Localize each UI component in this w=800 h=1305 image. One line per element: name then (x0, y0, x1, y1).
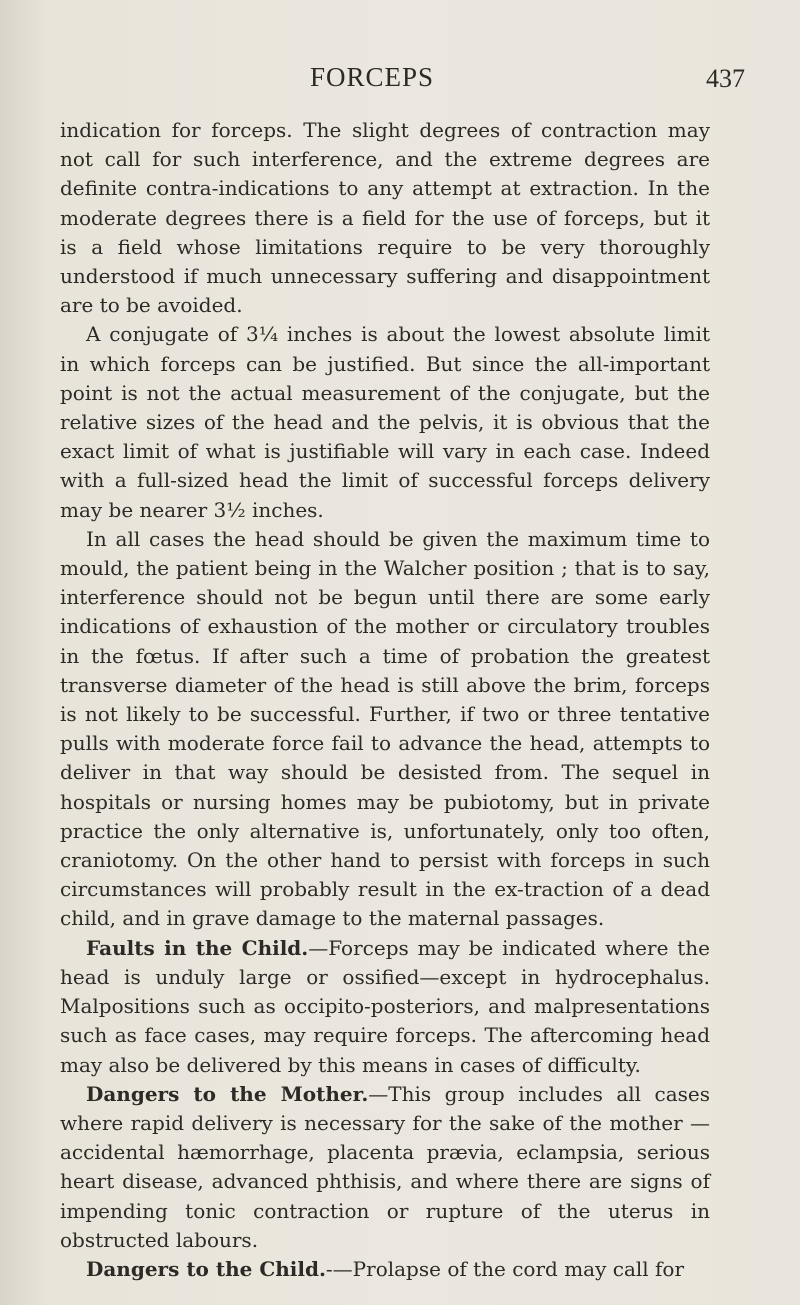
section-heading: Dangers to the Child. (86, 1256, 326, 1281)
running-head: FORCEPS (310, 62, 435, 92)
paragraph-text: —Forceps may be indicated where the head is unduly large or ossified—except in hydrocephalus. Malpositions such as occipito-posteriors, and malpresentations such as face cases, may require forceps. The aftercoming head may also be delivered by this means in cases of difficulty. (60, 935, 710, 1077)
body-text (60, 116, 710, 1284)
section-heading: Dangers to the Mother. (86, 1081, 369, 1106)
paragraph (60, 116, 710, 320)
paragraph-text: -—Prolapse of the cord may call for (325, 1256, 685, 1281)
paragraph (60, 525, 710, 934)
paragraph (60, 934, 710, 1080)
paragraph-text: In all cases the head should be given the maximum time to mould, the patient being in the Walcher position ; that is to say, interference should not be begun until there are some early indications of exhaustion of the mother or circulatory troubles in the fœtus. If after such a time of probation the greatest transverse diameter of the head is still above the brim, forceps is not likely to be successful. Further, if two or three tentative pulls with moderate force fail to advance the head, attempts to deliver in that way should be desisted from. The sequel in hospitals or nursing homes may be pubiotomy, but in private practice the only alternative is, unfortunately, only too often, craniotomy. On the other hand to persist with forceps in such circumstances will probably result in the ex-traction of a dead child, and in grave damage to the maternal passages. (60, 526, 710, 931)
paragraph-text: indication for forceps. The slight degrees of contraction may not call for such interference, and the extreme degrees are definite contra-indications to any attempt at extraction. In the moderate degrees there is a field for the use of forceps, but it is a field whose limitations require to be very thoroughly understood if much unnecessary suffering and disappointment are to be avoided. (60, 118, 710, 318)
paragraph-text: A conjugate of 3¼ inches is about the lowest absolute limit in which forceps can be justified. But since the all-important point is not the actual measurement of the conjugate, but the relative sizes of the head and the pelvis, it is obvious that the exact limit of what is justifiable will vary in each case. Indeed with a full-sized head the limit of successful forceps delivery may be nearer 3½ inches. (60, 322, 710, 522)
page-number: 437 (706, 64, 745, 93)
paragraph (60, 1080, 710, 1255)
paragraph (60, 320, 710, 524)
paragraph (60, 1255, 710, 1284)
paragraph-text: —This group includes all cases where rapid delivery is necessary for the sake of the mother —accidental hæmorrhage, placenta prævia, eclampsia, serious heart disease, advanced phthisis, and where there are signs of impending tonic contraction or rupture of the uterus in obstructed labours. (60, 1081, 710, 1252)
page-header (0, 62, 800, 102)
section-heading: Faults in the Child. (86, 935, 309, 960)
